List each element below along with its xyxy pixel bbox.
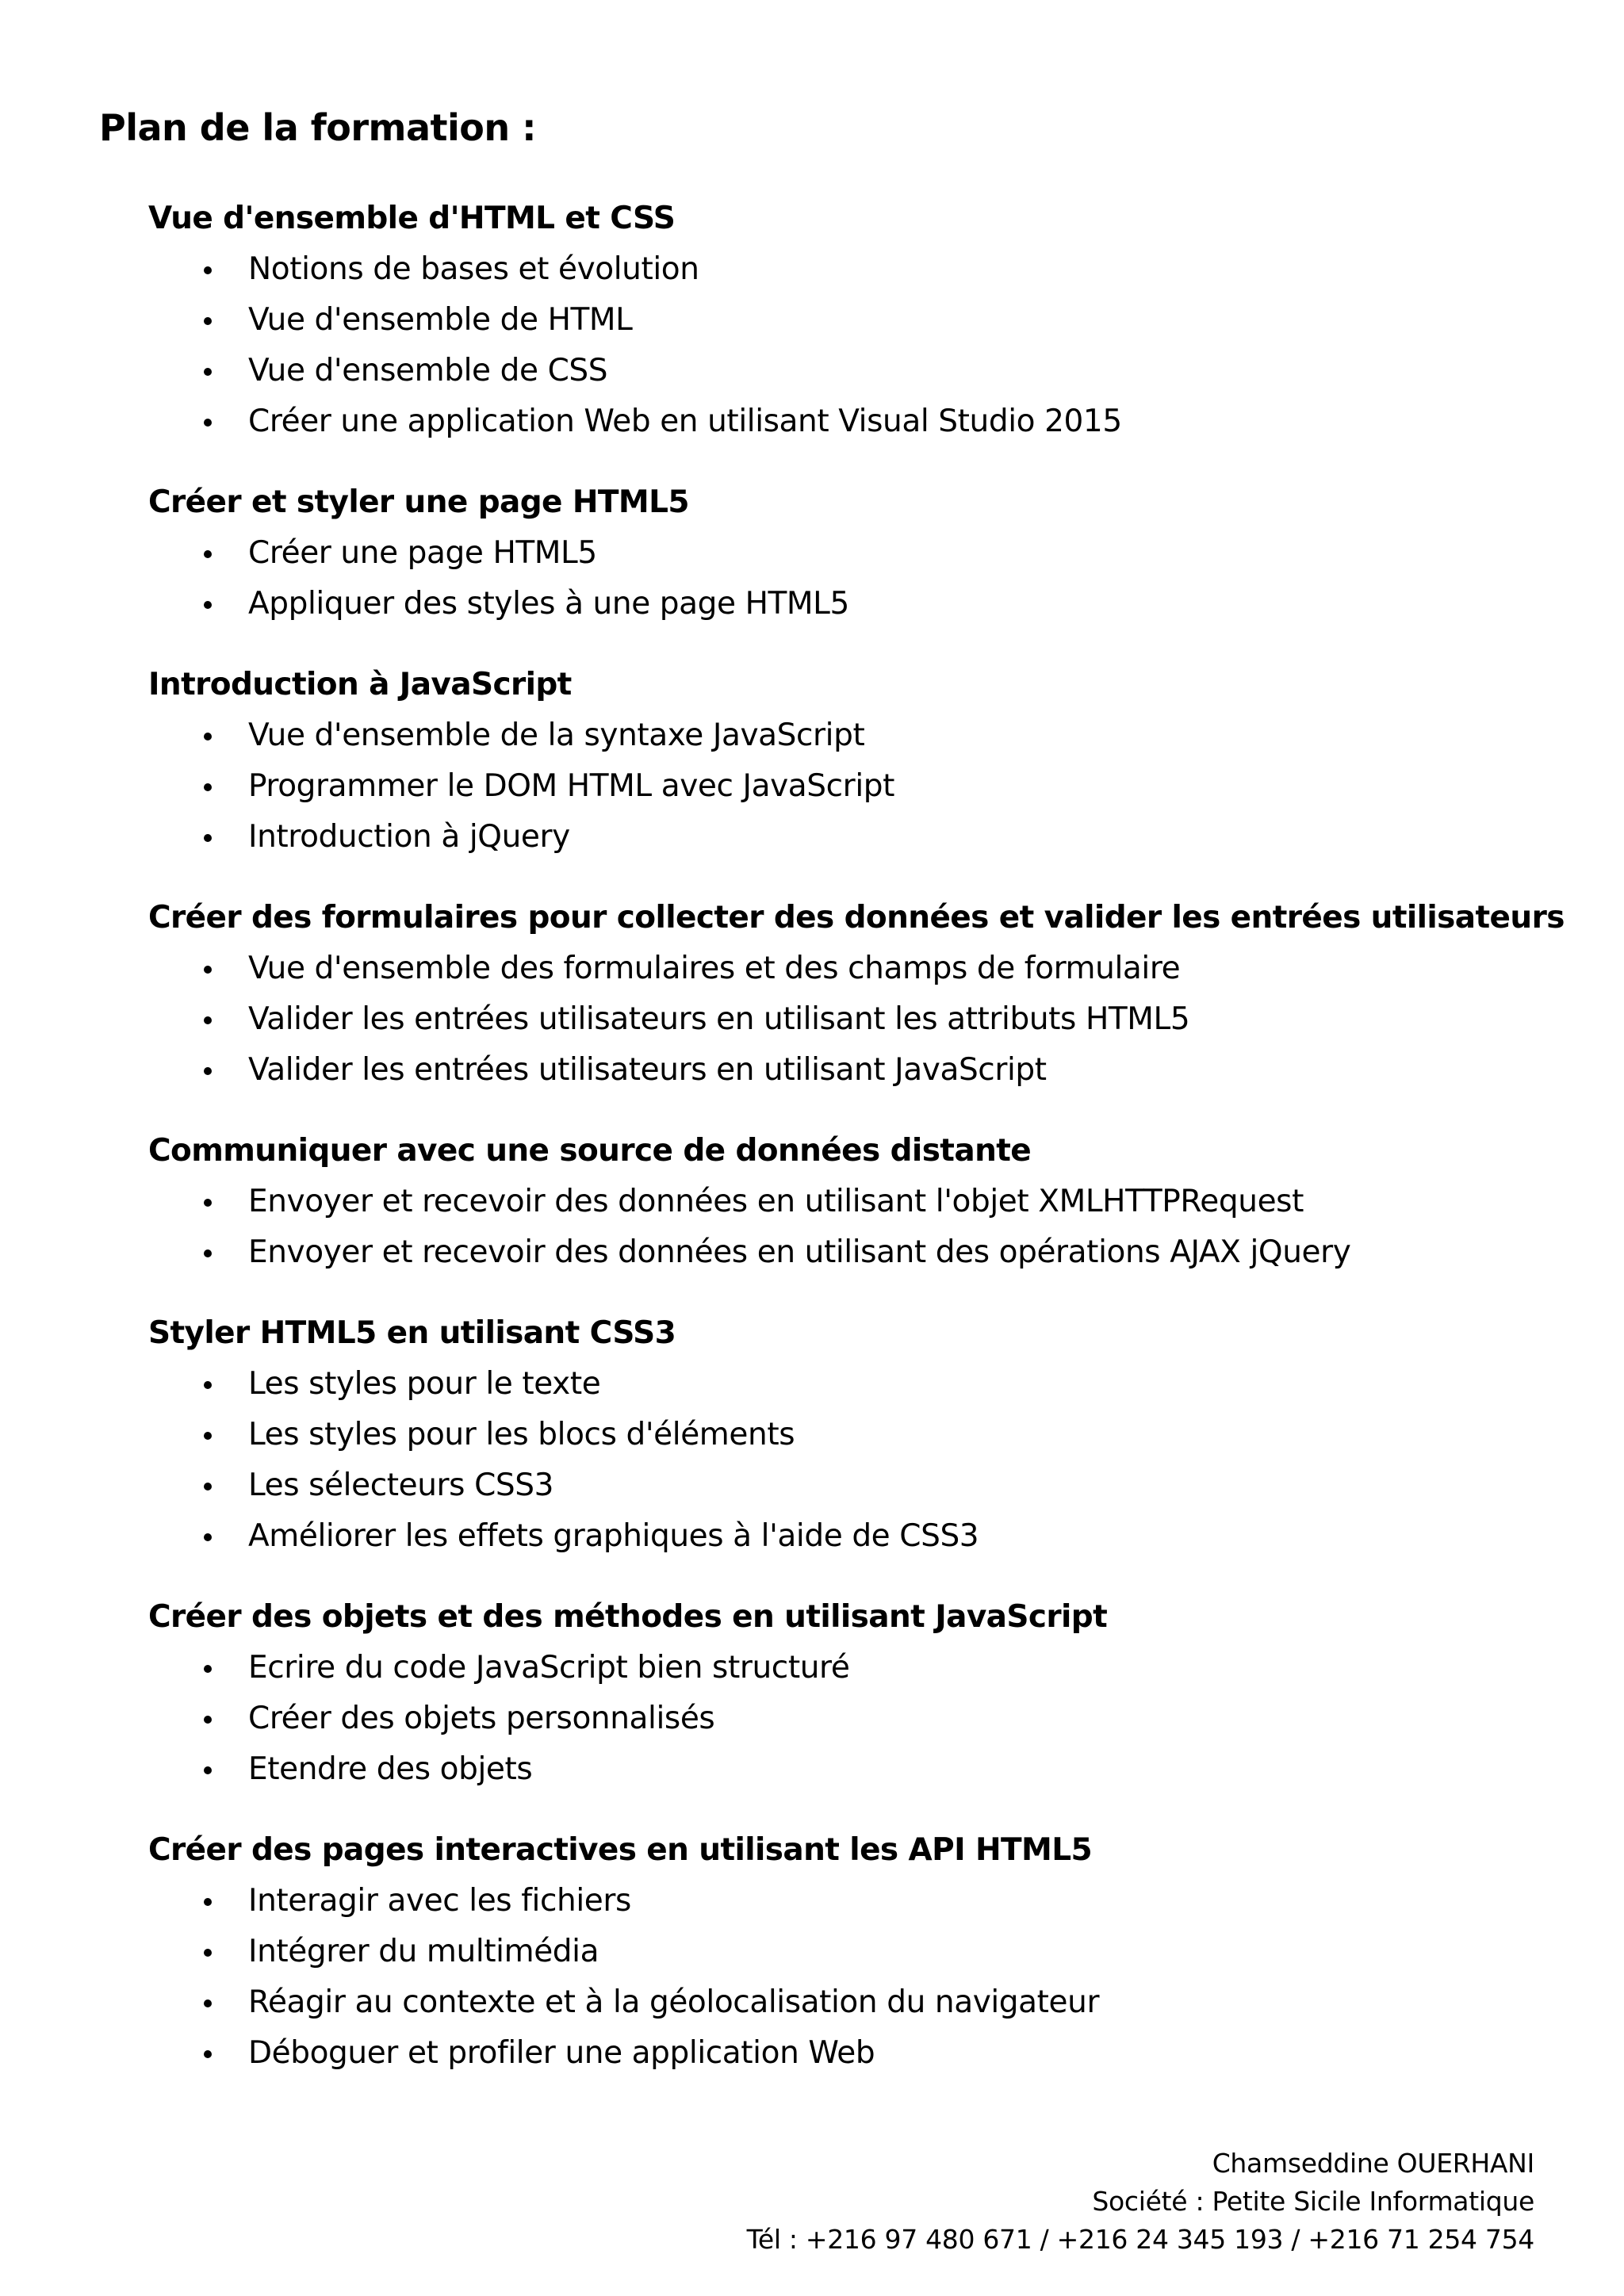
bullet-icon [204, 1716, 212, 1724]
bullet-icon [204, 1381, 212, 1389]
list-item [148, 1460, 1576, 1511]
bullet-icon [204, 601, 212, 609]
bullet-icon [204, 1898, 212, 1906]
section-topic-list [148, 1876, 1576, 2079]
list-item-text: Introduction à jQuery [248, 819, 570, 855]
list-item [148, 943, 1576, 994]
list-item [148, 1045, 1576, 1096]
bullet-icon [204, 317, 212, 325]
bullet-icon [204, 1949, 212, 1957]
list-item-text: Créer une application Web en utilisant Visual Studio 2015 [248, 404, 1122, 439]
list-item [148, 1977, 1576, 2028]
section-title: Introduction à JavaScript [148, 667, 572, 702]
list-item-text: Créer des objets personnalisés [248, 1701, 715, 1736]
bullet-icon [204, 419, 212, 427]
list-item-text: Les styles pour les blocs d'éléments [248, 1417, 795, 1452]
bullet-icon [204, 1999, 212, 2007]
list-item-text: Valider les entrées utilisateurs en utilisant JavaScript [248, 1052, 1047, 1088]
list-item-text: Valider les entrées utilisateurs en utilisant les attributs HTML5 [248, 1001, 1190, 1037]
list-item-text: Les styles pour le texte [248, 1366, 601, 1402]
bullet-icon [204, 550, 212, 558]
list-item-text: Programmer le DOM HTML avec JavaScript [248, 768, 894, 804]
list-item [148, 1359, 1576, 1410]
list-item-text: Vue d'ensemble de HTML [248, 302, 633, 338]
list-item-text: Améliorer les effets graphiques à l'aide de CSS3 [248, 1518, 979, 1554]
bullet-icon [204, 966, 212, 974]
section-topic-list [148, 528, 1576, 629]
author-name: Chamseddine OUERHANI [1212, 2148, 1534, 2179]
section-title: Créer des formulaires pour collecter des données et valider les entrées utilisateurs [148, 900, 1565, 936]
outline-section [148, 193, 1576, 447]
section-title: Communiquer avec une source de données distante [148, 1133, 1032, 1169]
list-item [148, 994, 1576, 1045]
list-item [148, 346, 1576, 396]
bullet-icon [204, 733, 212, 740]
list-item [148, 2028, 1576, 2079]
list-item-text: Vue d'ensemble de la syntaxe JavaScript [248, 718, 865, 753]
outline-section [148, 477, 1576, 629]
section-title: Styler HTML5 en utilisant CSS3 [148, 1315, 676, 1351]
list-item [148, 1744, 1576, 1795]
list-item-text: Ecrire du code JavaScript bien structuré [248, 1650, 850, 1686]
list-item [148, 244, 1576, 295]
list-item [148, 295, 1576, 346]
bullet-icon [204, 1199, 212, 1207]
contact-footer [747, 2145, 1534, 2259]
list-item [148, 1927, 1576, 1977]
section-title: Créer des pages interactives en utilisant les API HTML5 [148, 1832, 1093, 1868]
bullet-icon [204, 783, 212, 791]
list-item [148, 812, 1576, 863]
outline-section [148, 660, 1576, 863]
list-item [148, 528, 1576, 579]
bullet-icon [204, 1665, 212, 1673]
list-item-text: Envoyer et recevoir des données en utilisant l'objet XMLHTTPRequest [248, 1184, 1304, 1219]
section-title: Vue d'ensemble d'HTML et CSS [148, 201, 676, 236]
list-item [148, 1227, 1576, 1278]
list-item-text: Envoyer et recevoir des données en utilisant des opérations AJAX jQuery [248, 1234, 1351, 1270]
list-item-text: Notions de bases et évolution [248, 251, 699, 287]
list-item [148, 1643, 1576, 1693]
section-topic-list [148, 943, 1576, 1096]
list-item-text: Interagir avec les fichiers [248, 1883, 631, 1919]
list-item [148, 1410, 1576, 1460]
list-item [148, 1511, 1576, 1562]
section-topic-list [148, 710, 1576, 863]
section-topic-list [148, 1643, 1576, 1795]
course-outline [148, 193, 1576, 2109]
bullet-icon [204, 1016, 212, 1024]
section-title: Créer et styler une page HTML5 [148, 484, 689, 520]
outline-section [148, 1126, 1576, 1278]
bullet-icon [204, 834, 212, 842]
list-item-text: Créer une page HTML5 [248, 535, 597, 571]
bullet-icon [204, 1249, 212, 1257]
list-item-text: Intégrer du multimédia [248, 1934, 599, 1969]
bullet-icon [204, 1533, 212, 1541]
list-item-text: Réagir au contexte et à la géolocalisation du navigateur [248, 1984, 1100, 2020]
bullet-icon [204, 1067, 212, 1075]
bullet-icon [204, 368, 212, 376]
list-item [148, 579, 1576, 629]
list-item [148, 710, 1576, 761]
list-item [148, 1177, 1576, 1227]
section-topic-list [148, 1359, 1576, 1562]
page-title: Plan de la formation : [99, 106, 537, 149]
list-item-text: Appliquer des styles à une page HTML5 [248, 586, 849, 622]
bullet-icon [204, 1483, 212, 1490]
list-item-text: Vue d'ensemble de CSS [248, 353, 608, 388]
list-item-text: Les sélecteurs CSS3 [248, 1468, 554, 1503]
outline-section [148, 1825, 1576, 2079]
list-item [148, 761, 1576, 812]
outline-section [148, 893, 1576, 1096]
list-item-text: Etendre des objets [248, 1751, 533, 1787]
list-item-text: Vue d'ensemble des formulaires et des champs de formulaire [248, 951, 1181, 986]
list-item [148, 1876, 1576, 1927]
company-name: Société : Petite Sicile Informatique [1092, 2186, 1534, 2217]
section-title: Créer des objets et des méthodes en utilisant JavaScript [148, 1599, 1108, 1635]
list-item [148, 396, 1576, 447]
section-topic-list [148, 1177, 1576, 1278]
phone-numbers: Tél : +216 97 480 671 / +216 24 345 193 / +216 71 254 754 [746, 2224, 1534, 2255]
bullet-icon [204, 1766, 212, 1774]
bullet-icon [204, 266, 212, 274]
outline-section [148, 1308, 1576, 1562]
section-topic-list [148, 244, 1576, 447]
list-item-text: Déboguer et profiler une application Web [248, 2035, 875, 2071]
bullet-icon [204, 2050, 212, 2058]
outline-section [148, 1592, 1576, 1795]
bullet-icon [204, 1432, 212, 1440]
list-item [148, 1693, 1576, 1744]
